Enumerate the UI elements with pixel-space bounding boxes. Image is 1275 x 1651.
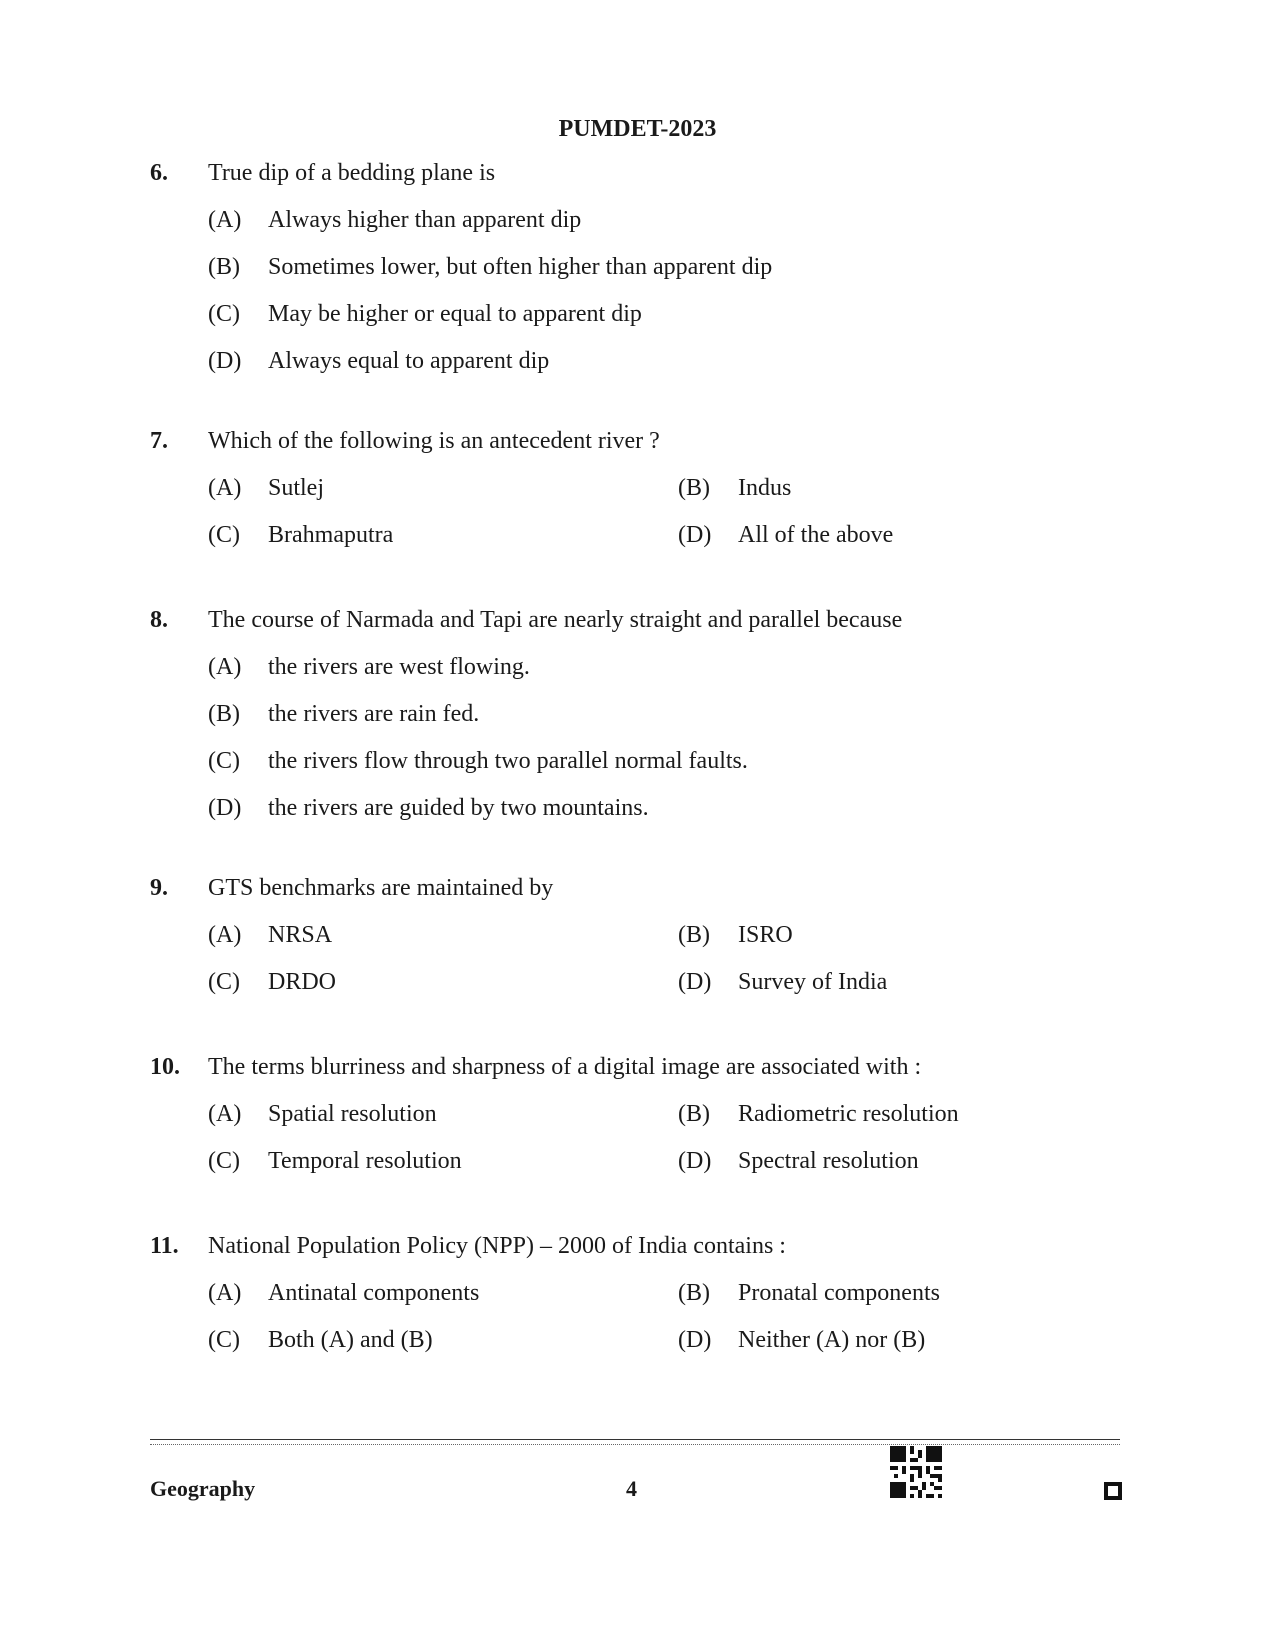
footer-separator (150, 1439, 1120, 1445)
option-text: the rivers are rain fed. (268, 701, 480, 727)
option-a (208, 1101, 678, 1131)
option-label: (A) (208, 1280, 242, 1306)
option-text: Sutlej (268, 475, 325, 501)
question-10 (150, 1054, 1130, 1178)
footer-page-number: 4 (626, 1476, 637, 1501)
option-d (208, 795, 1130, 825)
option-label: (B) (678, 922, 710, 948)
option-label: (C) (208, 748, 240, 774)
question-text: Which of the following is an antecedent river ? (208, 428, 660, 454)
option-label: (A) (208, 922, 242, 948)
option-label: (A) (208, 1101, 242, 1127)
option-text: ISRO (738, 922, 793, 948)
option-text: Sometimes lower, but often higher than apparent dip (268, 254, 773, 280)
option-text: Brahmaputra (268, 522, 394, 548)
option-label: (B) (678, 1101, 710, 1127)
option-a (208, 475, 678, 505)
question-text: The course of Narmada and Tapi are nearly straight and parallel because (208, 607, 903, 633)
qr-code-icon (890, 1446, 942, 1498)
question-6 (150, 160, 1130, 378)
option-label: (A) (208, 654, 242, 680)
question-text: National Population Policy (NPP) – 2000 of India contains : (208, 1233, 786, 1259)
option-text: All of the above (738, 522, 894, 548)
option-label: (A) (208, 207, 242, 233)
option-b (678, 922, 1078, 952)
option-text: Indus (738, 475, 792, 501)
option-text: Pronatal components (738, 1280, 940, 1306)
option-d (678, 1327, 1078, 1357)
option-c (208, 522, 678, 552)
option-text: May be higher or equal to apparent dip (268, 301, 642, 327)
option-text: NRSA (268, 922, 333, 948)
question-9 (150, 875, 1130, 999)
option-text: Temporal resolution (268, 1148, 462, 1174)
option-label: (D) (208, 348, 242, 374)
option-text: Always higher than apparent dip (268, 207, 582, 233)
option-text: Antinatal components (268, 1280, 480, 1306)
option-label: (B) (208, 701, 240, 727)
question-8 (150, 607, 1130, 825)
question-number: 9. (150, 875, 168, 901)
footer-subject: Geography (150, 1476, 256, 1501)
option-label: (C) (208, 522, 240, 548)
option-c (208, 969, 678, 999)
question-number: 6. (150, 160, 168, 186)
option-label: (D) (678, 522, 712, 548)
question-7 (150, 428, 1130, 552)
option-c (208, 301, 1130, 331)
option-a (208, 654, 1130, 684)
corner-square-icon (1104, 1482, 1122, 1500)
option-a (208, 1280, 678, 1310)
question-text: The terms blurriness and sharpness of a digital image are associated with : (208, 1054, 922, 1080)
option-a (208, 207, 1130, 237)
option-label: (C) (208, 969, 240, 995)
option-text: DRDO (268, 969, 337, 995)
option-label: (D) (208, 795, 242, 821)
option-label: (B) (678, 475, 710, 501)
option-text: the rivers are west flowing. (268, 654, 530, 680)
question-text: GTS benchmarks are maintained by (208, 875, 554, 901)
option-label: (D) (678, 1327, 712, 1353)
option-b (678, 475, 1078, 505)
option-text: the rivers flow through two parallel normal faults. (268, 748, 748, 774)
option-b (678, 1101, 1078, 1131)
option-a (208, 922, 678, 952)
option-label: (A) (208, 475, 242, 501)
option-label: (D) (678, 1148, 712, 1174)
option-text: the rivers are guided by two mountains. (268, 795, 649, 821)
option-d (678, 969, 1078, 999)
option-label: (B) (208, 254, 240, 280)
option-text: Radiometric resolution (738, 1101, 959, 1127)
option-b (678, 1280, 1078, 1310)
question-number: 7. (150, 428, 168, 454)
option-text: Spectral resolution (738, 1148, 919, 1174)
option-b (208, 701, 1130, 731)
option-label: (C) (208, 1148, 240, 1174)
option-c (208, 1327, 678, 1357)
option-label: (C) (208, 301, 240, 327)
page-header-title: PUMDET-2023 (558, 116, 717, 142)
option-d (208, 348, 1130, 378)
option-label: (C) (208, 1327, 240, 1353)
option-b (208, 254, 1130, 284)
option-text: Spatial resolution (268, 1101, 437, 1127)
option-text: Both (A) and (B) (268, 1327, 433, 1353)
option-c (208, 748, 1130, 778)
option-d (678, 1148, 1078, 1178)
question-number: 11. (150, 1233, 179, 1259)
option-label: (B) (678, 1280, 710, 1306)
option-d (678, 522, 1078, 552)
question-number: 10. (150, 1054, 180, 1080)
question-11 (150, 1233, 1130, 1357)
option-text: Always equal to apparent dip (268, 348, 550, 374)
question-text: True dip of a bedding plane is (208, 160, 496, 186)
option-c (208, 1148, 678, 1178)
option-text: Survey of India (738, 969, 888, 995)
option-label: (D) (678, 969, 712, 995)
option-text: Neither (A) nor (B) (738, 1327, 926, 1353)
question-number: 8. (150, 607, 168, 633)
